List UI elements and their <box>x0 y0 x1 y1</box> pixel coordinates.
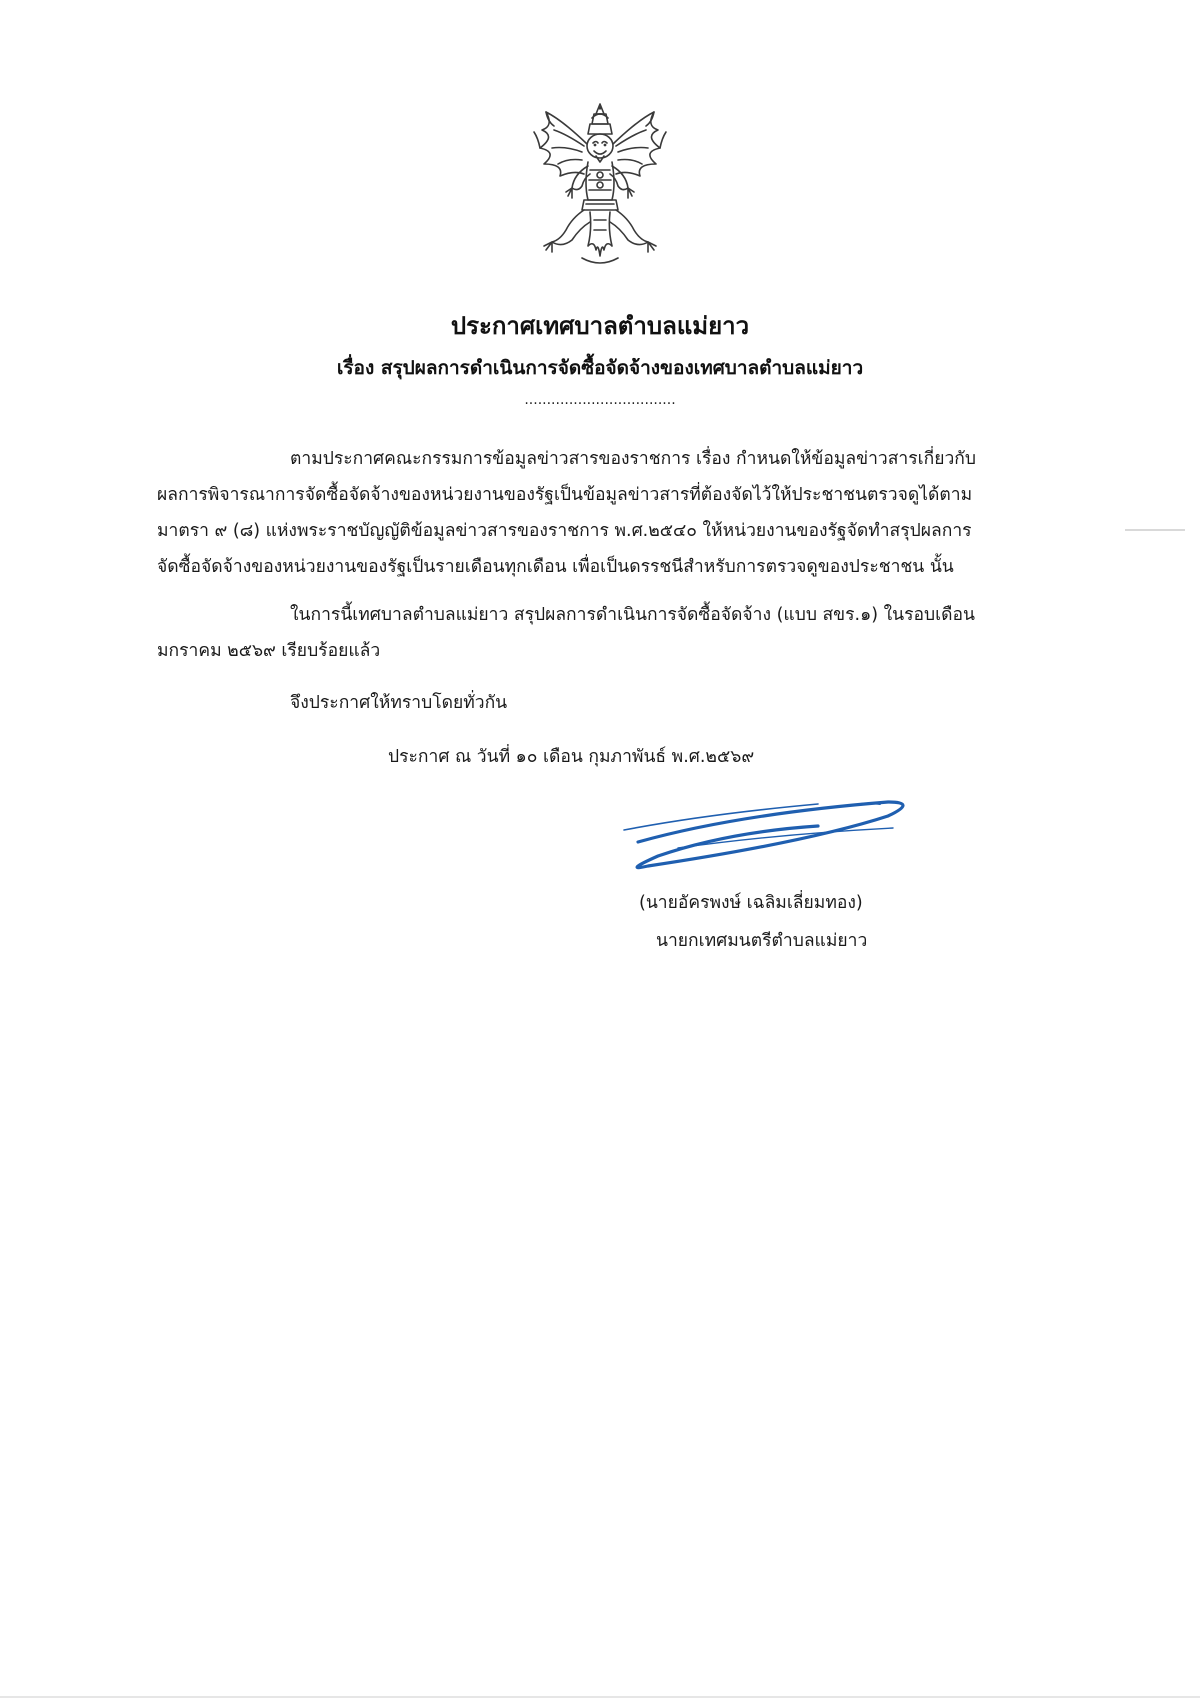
paragraph-1-line-1: ตามประกาศคณะกรรมการข้อมูลข่าวสารของราชการ เรื่อง กำหนดให้ข้อมูลข่าวสารเกี่ยวกับ <box>290 449 977 469</box>
paragraph-2-line-1: ในการนี้เทศบาลตำบลแม่ยาว สรุปผลการดำเนินการจัดซื้อจัดจ้าง (แบบ สขร.๑) ในรอบเดือน <box>290 605 975 625</box>
announcement-date: ประกาศ ณ วันที่ ๑๐ เดือน กุมภาพันธ์ พ.ศ.๒๕๖๙ <box>388 747 755 767</box>
scan-bottom-edge <box>0 1696 1200 1698</box>
paragraph-1-line-4: จัดซื้อจัดจ้างของหน่วยงานของรัฐเป็นรายเดือนทุกเดือน เพื่อเป็นดรรชนีสำหรับการตรวจดูของประชาชน นั้น <box>157 557 954 577</box>
announcement-heading: ประกาศเทศบาลตำบลแม่ยาว <box>450 312 750 340</box>
heading-separator: .................................. <box>524 392 676 408</box>
signer-position: นายกเทศมนตรีตำบลแม่ยาว <box>656 931 868 951</box>
signer-name: (นายอัครพงษ์ เฉลิมเลี่ยมทอง) <box>639 893 863 913</box>
paragraph-1-line-3: มาตรา ๙ (๘) แห่งพระราชบัญญัติข้อมูลข่าวสารของราชการ พ.ศ.๒๕๔๐ ให้หน่วยงานของรัฐจัดทำสรุปผลการ <box>157 521 972 541</box>
handwritten-signature-icon <box>618 790 918 880</box>
scan-margin-mark <box>1125 529 1185 531</box>
announcement-subject: เรื่อง สรุปผลการดำเนินการจัดซื้อจัดจ้างของเทศบาลตำบลแม่ยาว <box>336 357 864 379</box>
closing-statement: จึงประกาศให้ทราบโดยทั่วกัน <box>290 693 508 713</box>
garuda-emblem-icon <box>532 100 668 268</box>
paragraph-1-line-2: ผลการพิจารณาการจัดซื้อจัดจ้างของหน่วยงานของรัฐเป็นข้อมูลข่าวสารที่ต้องจัดไว้ให้ประชาชนตรวจดูได้ตาม <box>157 485 973 505</box>
paragraph-2-line-2: มกราคม ๒๕๖๙ เรียบร้อยแล้ว <box>157 641 381 661</box>
